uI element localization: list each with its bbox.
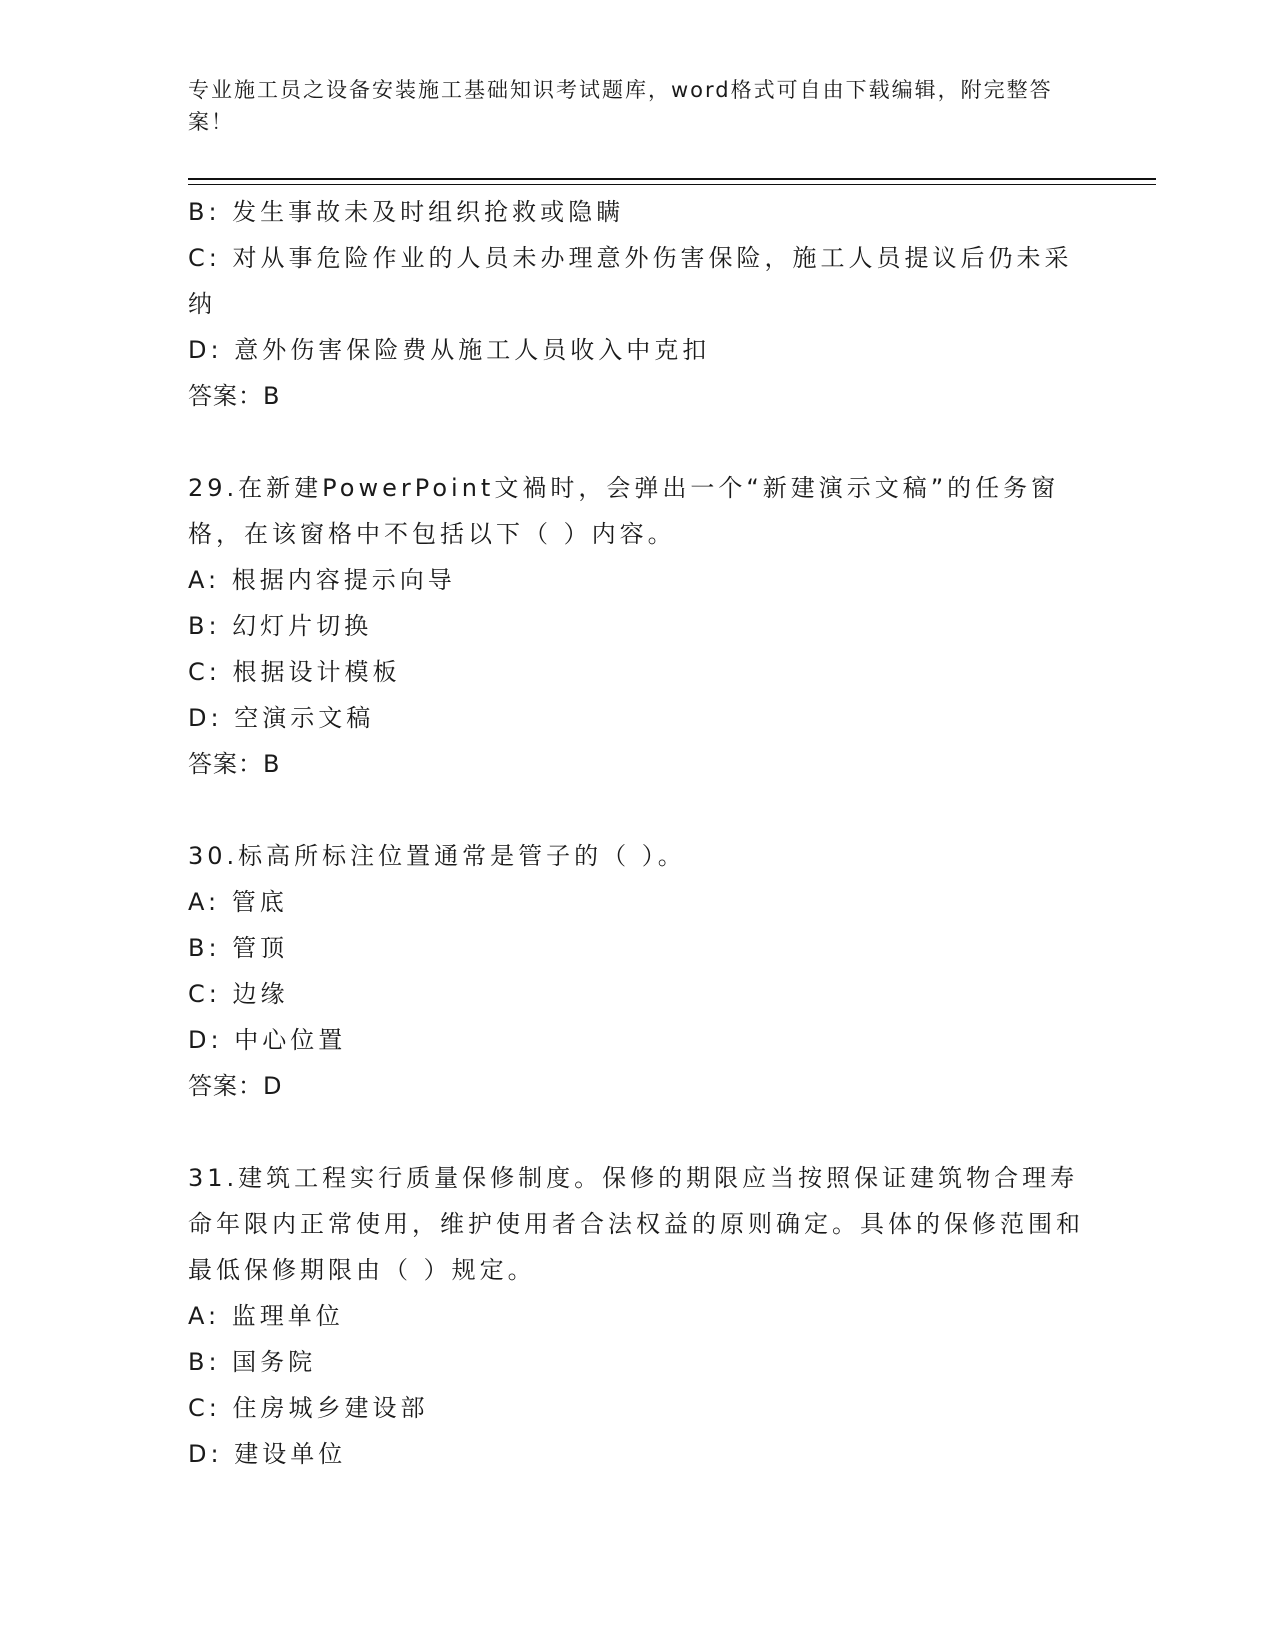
option-c: C: 根据设计模板 xyxy=(188,658,401,686)
option-b: B: 幻灯片切换 xyxy=(188,612,373,640)
answer-line: 答案：B xyxy=(188,750,281,778)
option-c: C: 住房城乡建设部 xyxy=(188,1394,429,1422)
answer-line: 答案：D xyxy=(188,1072,283,1100)
question-29: 29.在新建PowerPoint文禍时，会弹出一个“新建演示文稿”的任务窗格，在该窗格中不包括以下（ ）内容。 xyxy=(188,474,1060,548)
header-divider-thick xyxy=(188,178,1156,180)
option-b: B: 管顶 xyxy=(188,934,289,962)
option-d: D: 空演示文稿 xyxy=(188,704,375,732)
document-header: 专业施工员之设备安装施工基础知识考试题库，word格式可自由下载编辑，附完整答案！ xyxy=(188,78,1053,134)
header-divider-thin xyxy=(188,184,1156,185)
option-b: B: 国务院 xyxy=(188,1348,317,1376)
question-31: 31.建筑工程实行质量保修制度。保修的期限应当按照保证建筑物合理寿命年限内正常使用，维护使用者合法权益的原则确定。具体的保修范围和最低保修期限由（ ）规定。 xyxy=(188,1164,1084,1284)
option-a: A: 根据内容提示向导 xyxy=(188,566,456,594)
option-c: C: 对从事危险作业的人员未办理意外伤害保险，施工人员提议后仍未采纳 xyxy=(188,244,1073,318)
answer-line: 答案：B xyxy=(188,382,281,410)
option-d: D: 意外伤害保险费从施工人员收入中克扣 xyxy=(188,336,711,364)
option-d: D: 建设单位 xyxy=(188,1440,347,1468)
option-d: D: 中心位置 xyxy=(188,1026,347,1054)
option-a: A: 管底 xyxy=(188,888,288,916)
question-list xyxy=(188,189,1088,1477)
option-a: A: 监理单位 xyxy=(188,1302,344,1330)
option-b: B: 发生事故未及时组织抢救或隐瞒 xyxy=(188,198,625,226)
question-30: 30.标高所标注位置通常是管子的（ ）。 xyxy=(188,842,686,870)
option-c: C: 边缘 xyxy=(188,980,289,1008)
